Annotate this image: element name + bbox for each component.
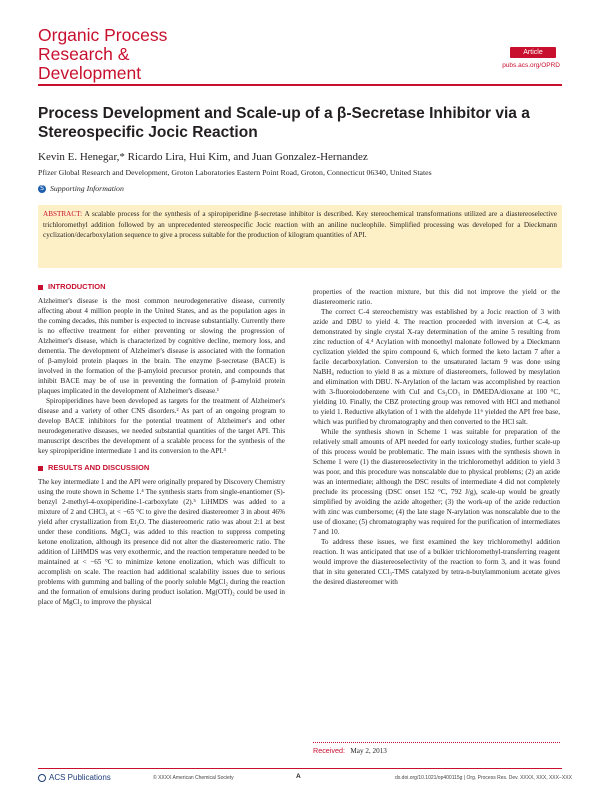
results-heading (38, 463, 285, 473)
intro-paragraph-1: Alzheimer's disease is the most common neurodegenerative disease, currently affecting about 4 million people in the United States, and as the population ages in the coming decades, this number is expected to increase substantially. Currently there is no effective treatment for either preventing or slowing the progression of Alzheimer's disease, which is characterized by cognitive decline, memory loss, and dementia. The development of Alzheimer's disease is associated with the formation of β-amyloid protein plaques in the brain. The enzyme β-secretase (BACE) is involved in the formation of the β-amyloid precursor protein, and compounds that inhibit BACE may be of use in preventing the formation of β-amyloid protein plaques implicated in the development of Alzheimer's disease.¹ (38, 297, 285, 395)
abstract-label: ABSTRACT: (43, 210, 83, 218)
received-divider (313, 742, 560, 743)
copyright-notice: © XXXX American Chemical Society (153, 775, 234, 781)
supporting-info-icon: S (38, 185, 46, 193)
results-heading-text: RESULTS AND DISCUSSION (48, 463, 150, 472)
right-column (313, 287, 560, 587)
journal-title-line-3: Development (38, 63, 142, 83)
right-paragraph-2: While the synthesis shown in Scheme 1 was suitable for preparation of the relatively small amounts of API needed for early toxicology studies, further scale-up of this process would be problematic. The main issues with the synthesis shown in Scheme 1 were (1) the diastereoselectivity in the trichloromethyl addition to yield 3 was poor, and this procedure was nonscalable due to physical problems; (2) an azide was an intermediate; although the DSC results of intermediate 4 did not completely preclude its processing (DSC onset 152 °C, 792 J/g), scale-up would be greatly simplified by avoiding the azide altogether; (3) the work-up of the azide reduction with zinc was cumbersome; (4) the late stage N-arylation was nonscalable due to the use of dioxane; (5) chromatography was required for the purification of intermediates 7 and 10. (313, 428, 560, 536)
received-date: May 2, 2013 (350, 747, 387, 755)
introduction-heading-text: INTRODUCTION (48, 282, 106, 291)
article-type-badge: Article (510, 47, 556, 58)
right-paragraph-3: To address these issues, we first examined the key trichloromethyl addition reaction. It was anticipated that use of a bulkier trichloromethyl-transferring reagent would improve the diastereoselectivity of the reaction to form 3, and it was found that in situ generated CCl₃-TMS catalyzed by tetra-n-butylammonium acetate gives the desired diastereomer with (313, 538, 560, 586)
introduction-heading (38, 282, 285, 292)
journal-title (38, 26, 238, 83)
journal-url-link[interactable]: pubs.acs.org/OPRD (502, 62, 560, 69)
acs-logo-icon (38, 774, 46, 782)
section-marker-icon (38, 285, 43, 290)
footer-divider (38, 768, 562, 769)
header-divider (38, 84, 562, 86)
right-paragraph-1: The correct C-4 stereochemistry was established by a Jocic reaction of 3 with azide and DBU to yield 4. The reaction proceeded with inversion at C-4, as demonstrated by single crystal X-ray determination of the amine 5 resulting from zinc reduction of 4.⁴ Acylation with monoethyl malonate followed by a Dieckmann cyclization yielded the spiro compound 6, which formed the keto lactam 7 after a facile decarboxylation. Conversion to the unsaturated lactam 9 was done using NaBH₄ reduction to yield 8 as a mixture of diastereomers, followed by mesylation and elimination with DBU. N-Arylation of the lactam was accomplished by reaction with 3-fluoroiodobenzene with CuI and Cs₂CO₃ in DMEDA/dioxane at 100 °C, yielding 10. Finally, the CBZ protecting group was removed with HCl and methanol to yield 1. Reductive alkylation of 1 with the aldehyde 11⁶ yielded the API free base, which was purified by chromatography and then converted to the HCl salt. (313, 308, 560, 426)
section-marker-icon (38, 466, 43, 471)
doi-citation[interactable]: dx.doi.org/10.1021/op400115g | Org. Process Res. Dev. XXXX, XXX, XXX−XXX (395, 775, 572, 781)
supporting-info-label: Supporting Information (50, 184, 124, 193)
right-paragraph-0: properties of the reaction mixture, but this did not improve the yield or the diastereomeric ratio. (313, 288, 560, 306)
journal-title-line-2: Research & (38, 44, 130, 64)
supporting-info-link[interactable] (38, 184, 124, 193)
intro-paragraph-2: Spiropiperidines have been developed as targets for the treatment of Alzheimer's disease and a variety of other CNS disorders.² As part of an ongoing program to develop BACE inhibitors for the potential treatment of Alzheimer's and other neurodegenerative diseases, we needed substantial quantities of the target API. This manuscript describes the development of a scalable process for the synthesis of the key spiropiperidine intermediate 1 and its conversion to the API.³ (38, 397, 285, 455)
abstract-text: A scalable process for the synthesis of a spiropiperidine β-secretase inhibitor is described. Key stereochemical transformations utilized are a diastereoselective trichloromethyl addition followed by an unprecedented stereospecific Jocic reaction with an aniline nucleophile. Simplified processing was developed for a Dieckmann cyclization/decarboxylation sequence to give a process suitable for the production of kilogram quantities of API. (43, 210, 557, 240)
author-list: Kevin E. Henegar,* Ricardo Lira, Hui Kim, and Juan Gonzalez-Hernandez (38, 151, 368, 163)
abstract-box (38, 205, 562, 268)
results-paragraph-1: The key intermediate 1 and the API were originally prepared by Discovery Chemistry using the route shown in Scheme 1.⁴ The synthesis starts from single-enantiomer (S)-benzyl 2-methyl-4-oxopiperidine-1-carboxylate (2).⁵ LiHMDS was added to a mixture of 2 and CHCl₃ at < −65 °C to give the desired diastereomer 3 in about 46% yield after crystallization from Et₂O. The diastereomeric ratio was about 2:1 at best under these conditions. MgCl₂ was added to this reaction to suppress competing ketone enolization, although its presence did not alter the diastereomeric ratio. The addition of LiHMDS was very exothermic, and the reaction temperature needed to be maintained at < −65 °C to minimize ketone enolization, which was difficult to accomplish on scale. The reaction had additional scalability issues due to serious problems with gumming and balling of the poorly soluble MgCl₂ during the reaction and the formation of emulsions during product isolation. Mg(OTf)₂ could be used in place of MgCl₂ to improve the physical (38, 478, 285, 606)
acs-logo-text: ACS Publications (49, 773, 111, 782)
left-column (38, 282, 285, 607)
affiliation: Pfizer Global Research and Development, Groton Laboratories Eastern Point Road, Groton, Connecticut 06340, United States (38, 168, 432, 177)
journal-title-line-1: Organic Process (38, 25, 168, 45)
received-label: Received: (313, 746, 345, 755)
acs-publications-logo (38, 773, 111, 782)
article-title: Process Development and Scale-up of a β-Secretase Inhibitor via a Stereospecific Jocic Reaction (38, 105, 530, 141)
page-number: A (296, 773, 301, 780)
received-date-row (313, 746, 387, 755)
